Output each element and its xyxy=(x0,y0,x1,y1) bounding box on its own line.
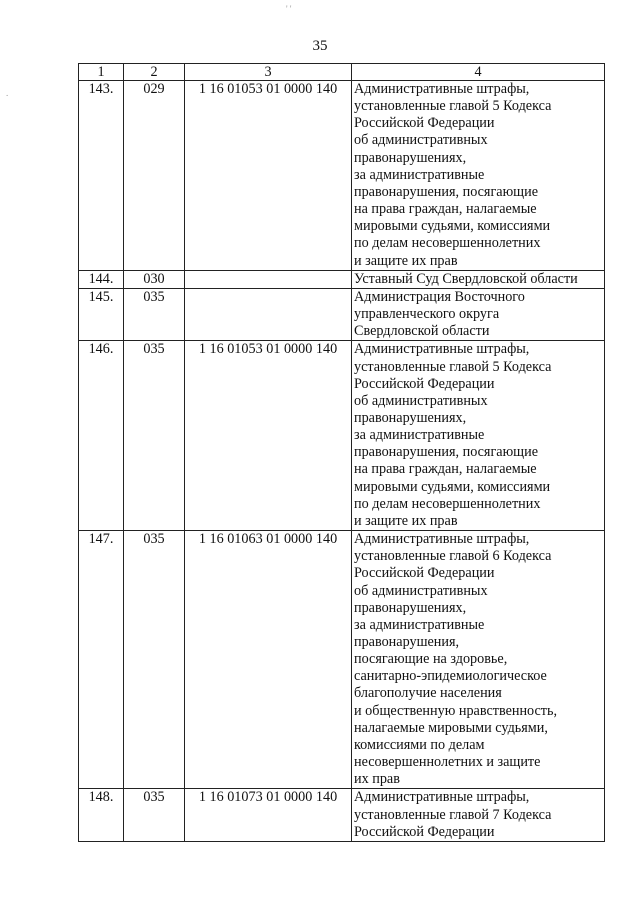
description-line: по делам несовершеннолетних xyxy=(354,495,541,512)
description-line: по делам несовершеннолетних xyxy=(354,235,541,252)
row-number-cell: 147. xyxy=(79,531,124,789)
description-line: и защите их прав xyxy=(354,252,458,269)
description-line: Административные штрафы, xyxy=(354,531,530,548)
column-header: 2 xyxy=(124,64,185,81)
description-line: на права граждан, налагаемые xyxy=(354,461,537,478)
description-line: санитарно-эпидемиологическое xyxy=(354,668,547,685)
description-line: Администрация Восточного xyxy=(354,288,525,305)
budget-code-cell: 1 16 01063 01 0000 140 xyxy=(185,531,352,789)
budget-code-cell xyxy=(185,270,352,288)
table-header-row xyxy=(79,64,605,81)
budget-codes-table xyxy=(78,63,605,842)
description-line: за административные xyxy=(354,427,485,444)
table-row xyxy=(79,270,605,288)
description-line: Административные штрафы, xyxy=(354,789,530,806)
table-row xyxy=(79,531,605,789)
description-line: об административных xyxy=(354,132,488,149)
admin-code-cell: 035 xyxy=(124,288,185,340)
budget-code-cell: 1 16 01053 01 0000 140 xyxy=(185,341,352,531)
table-row xyxy=(79,81,605,271)
description-line: Российской Федерации xyxy=(354,565,495,582)
description-line: установленные главой 6 Кодекса xyxy=(354,548,552,565)
description-line: правонарушениях, xyxy=(354,599,467,616)
scan-mark-left: . xyxy=(6,88,9,98)
description-line: Свердловской области xyxy=(354,323,490,340)
description-line: установленные главой 5 Кодекса xyxy=(354,358,552,375)
description-cell xyxy=(352,81,605,271)
column-header: 1 xyxy=(79,64,124,81)
budget-code-cell: 1 16 01073 01 0000 140 xyxy=(185,789,352,841)
description-line: посягающие на здоровье, xyxy=(354,651,508,668)
description-line: налагаемые мировыми судьями, xyxy=(354,719,548,736)
description-line: за административные xyxy=(354,616,485,633)
description-line: их прав xyxy=(354,771,400,788)
table-row xyxy=(79,288,605,340)
description-line: об административных xyxy=(354,582,488,599)
table-row xyxy=(79,789,605,841)
description-line: и общественную нравственность, xyxy=(354,702,558,719)
description-line: правонарушения, посягающие xyxy=(354,183,538,200)
description-cell xyxy=(352,789,605,841)
description-line: мировыми судьями, комиссиями xyxy=(354,478,551,495)
admin-code-cell: 030 xyxy=(124,270,185,288)
admin-code-cell: 035 xyxy=(124,789,185,841)
column-header: 3 xyxy=(185,64,352,81)
description-line: на права граждан, налагаемые xyxy=(354,201,537,218)
description-cell xyxy=(352,341,605,531)
description-line: Уставный Суд Свердловской области xyxy=(354,270,578,287)
description-line: Российской Федерации xyxy=(354,375,495,392)
description-cell xyxy=(352,270,605,288)
row-number-cell: 148. xyxy=(79,789,124,841)
description-cell xyxy=(352,531,605,789)
admin-code-cell: 035 xyxy=(124,531,185,789)
description-line: правонарушения, xyxy=(354,634,460,650)
description-line: об административных xyxy=(354,392,488,409)
description-line: установленные главой 5 Кодекса xyxy=(354,98,552,115)
description-line: благополучие населения xyxy=(354,685,502,702)
description-line: Российской Федерации xyxy=(354,115,495,132)
row-number-cell: 145. xyxy=(79,288,124,340)
row-number-cell: 144. xyxy=(79,270,124,288)
budget-code-cell xyxy=(185,288,352,340)
description-line: управленческого округа xyxy=(354,306,500,323)
description-cell xyxy=(352,288,605,340)
description-line: Административные штрафы, xyxy=(354,81,530,97)
column-header: 4 xyxy=(352,64,605,81)
description-line: за административные xyxy=(354,166,485,183)
table-body xyxy=(79,81,605,842)
description-line: Административные штрафы, xyxy=(354,341,530,358)
admin-code-cell: 035 xyxy=(124,341,185,531)
row-number-cell: 146. xyxy=(79,341,124,531)
row-number-cell: 143. xyxy=(79,81,124,271)
description-line: комиссиями по делам xyxy=(354,736,485,753)
description-line: Российской Федерации xyxy=(354,823,495,840)
table-row xyxy=(79,341,605,531)
page-number: 35 xyxy=(312,38,328,54)
description-line: установленные главой 7 Кодекса xyxy=(354,806,552,823)
description-line: правонарушениях, xyxy=(354,409,467,426)
description-line: несовершеннолетних и защите xyxy=(354,754,541,771)
budget-code-cell: 1 16 01053 01 0000 140 xyxy=(185,81,352,271)
description-line: мировыми судьями, комиссиями xyxy=(354,218,551,235)
description-line: правонарушения, посягающие xyxy=(354,444,538,461)
description-line: правонарушениях, xyxy=(354,149,467,166)
admin-code-cell: 029 xyxy=(124,81,185,271)
scan-mark-top: ' ' xyxy=(286,4,292,14)
description-line: и защите их прав xyxy=(354,512,458,529)
